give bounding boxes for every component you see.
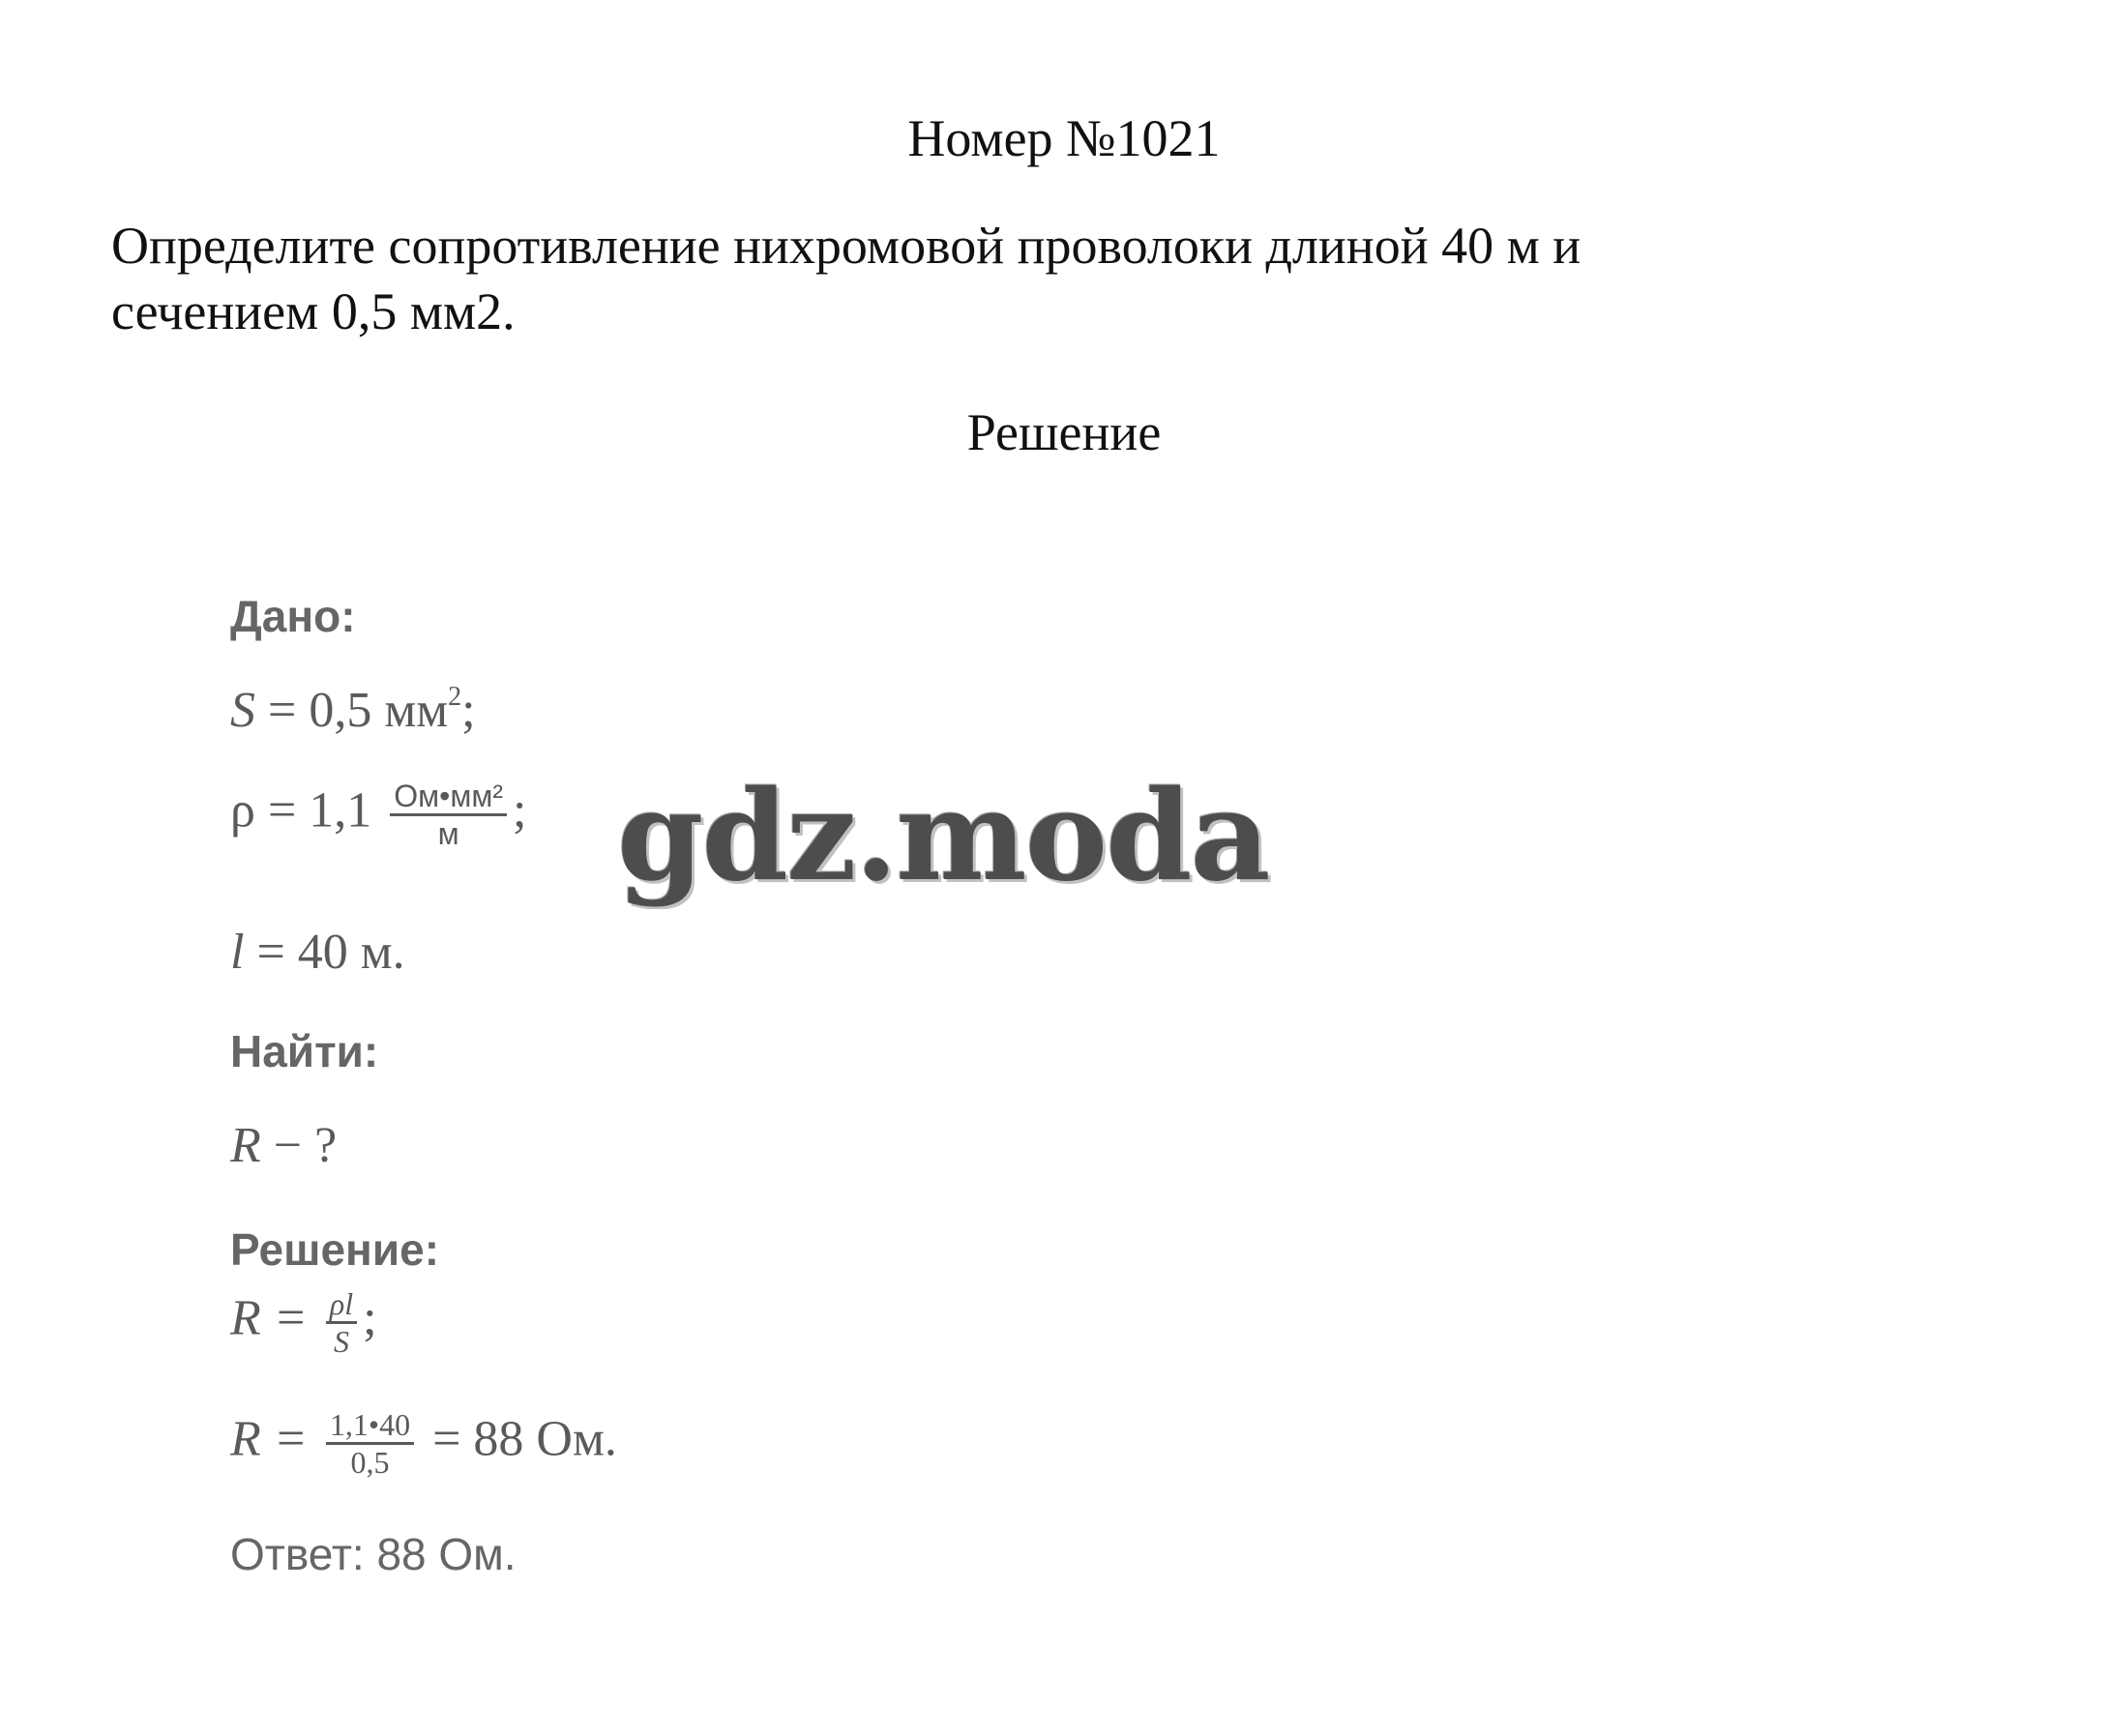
find-label: Найти: [230,1026,379,1076]
problem-line-2: сечением 0,5 мм2. [111,282,516,340]
area-variable: S [230,683,255,738]
formula-denominator: S [333,1324,349,1359]
answer-line: Ответ: 88 Ом. [230,1529,517,1579]
formula-lhs: R = [230,1290,308,1346]
scanned-solution [230,580,1294,1605]
given-label: Дано: [230,591,356,641]
problem-statement [111,213,1872,344]
given-resistivity [230,779,526,851]
solution-label: Решение: [230,1224,440,1275]
resistance-find: − ? [273,1118,338,1173]
area-value: = 0,5 мм [268,683,449,738]
calc-result: = 88 Ом. [432,1411,617,1467]
page-title: Номер №1021 [907,109,1221,167]
resistance-variable: R [230,1118,261,1173]
length-value: = 40 м. [256,925,405,980]
formula-fraction [326,1286,357,1359]
area-exponent: 2 [448,682,462,712]
given-length [230,924,405,981]
resistivity-prefix: ρ = 1,1 [230,782,372,839]
resistivity-unit-fraction [390,779,507,851]
formula-end: ; [363,1290,377,1346]
resistance-formula [230,1286,377,1359]
calc-lhs: R = [230,1411,308,1467]
problem-line-1: Определите сопротивление нихромовой проволоки длиной 40 м и [111,217,1581,275]
area-end: ; [461,683,476,738]
watermark-logo: gdz.moda [617,764,1269,909]
calc-fraction [326,1407,414,1480]
resistivity-unit-denominator: м [437,816,459,851]
find-resistance [230,1117,337,1174]
calc-denominator: 0,5 [350,1445,390,1480]
formula-numerator: ρl [326,1286,357,1324]
resistance-calculation [230,1407,617,1480]
solution-heading: Решение [966,403,1162,461]
length-variable: l [230,925,245,980]
resistivity-end: ; [513,782,527,839]
given-area [230,682,476,739]
calc-numerator: 1,1•40 [326,1407,414,1445]
resistivity-unit-numerator: Ом•мм² [390,779,507,816]
